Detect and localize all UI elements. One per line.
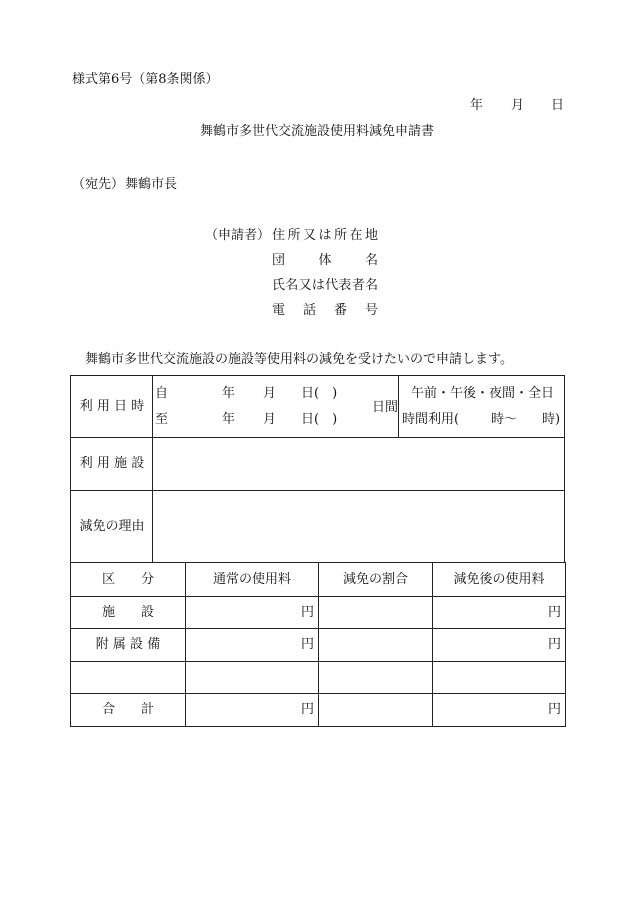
category-header: 区 分 [71, 563, 186, 597]
end-year-label: 年 [222, 412, 236, 427]
reduction-rate-cell [319, 597, 433, 629]
reduced-fee-cell: 円 [433, 629, 566, 662]
row-item-label [71, 662, 186, 694]
days-unit-label: 日間 [372, 400, 399, 415]
usage-facility-label: 利 用 施 設 [79, 456, 145, 471]
document-title: 舞鶴市多世代交流施設使用料減免申請書 [200, 124, 435, 139]
reduced-fee-cell: 円 [433, 597, 566, 629]
total-normal-fee-cell: 円 [186, 694, 319, 727]
table-row [71, 597, 566, 629]
normal-fee-cell: 円 [186, 597, 319, 629]
total-reduction-rate-cell [319, 694, 433, 727]
hourly-to-unit: 時) [542, 412, 561, 427]
addressee-name: 舞鶴市長 [125, 177, 178, 192]
total-label: 合 計 [71, 694, 186, 727]
table-row-total [71, 694, 566, 727]
end-prefix: 至 [155, 412, 169, 427]
applicant-label: （申請者） [205, 228, 271, 243]
application-statement: 舞鶴市多世代交流施設の施設等使用料の減免を受けたいので申請します。 [85, 352, 513, 367]
reduction-rate-header: 減免の割合 [319, 563, 433, 597]
table-row [71, 629, 566, 662]
addressee-label: （宛先） [72, 177, 125, 192]
start-month-label: 月 [263, 386, 277, 401]
fee-table [70, 562, 566, 727]
usage-date-time-divider [398, 376, 399, 438]
applicant-address-label: 住所又は所在地 [272, 228, 378, 243]
form-number: 様式第6号（第8条関係） [72, 72, 219, 87]
time-slots-label: 午前・午後・夜間・全日 [411, 386, 555, 401]
fee-table-header-row [71, 563, 566, 597]
row-item-label: 施 設 [71, 597, 186, 629]
reduction-reason-label: 減免の理由 [79, 519, 145, 534]
normal-fee-header: 通常の使用料 [186, 563, 319, 597]
reduction-rate-cell [319, 662, 433, 694]
normal-fee-cell: 円 [186, 629, 319, 662]
end-day-label: 日 [301, 412, 315, 427]
usage-table-row-divider [71, 437, 564, 438]
end-month-label: 月 [263, 412, 277, 427]
reduction-rate-cell [319, 629, 433, 662]
start-prefix: 自 [155, 386, 169, 401]
row-item-label: 附 属 設 備 [71, 629, 186, 662]
start-year-label: 年 [222, 386, 236, 401]
end-weekday-field: ( ) [314, 412, 338, 427]
usage-table-row-divider [71, 490, 564, 491]
date-month-label: 月 [511, 98, 525, 113]
start-day-label: 日 [301, 386, 315, 401]
applicant-phone-label: 電 話 番 号 [272, 303, 378, 318]
total-reduced-fee-cell: 円 [433, 694, 566, 727]
hourly-use-label: 時間利用( [402, 412, 460, 427]
start-weekday-field: ( ) [314, 386, 338, 401]
reduced-fee-header: 減免後の使用料 [433, 563, 566, 597]
usage-table [70, 375, 565, 563]
date-day-label: 日 [551, 98, 565, 113]
applicant-name-label: 氏名又は代表者名 [272, 278, 378, 293]
table-row [71, 662, 566, 694]
usage-date-label: 利 用 日 時 [79, 399, 145, 414]
date-year-label: 年 [470, 98, 484, 113]
hourly-from-unit: 時～ [491, 412, 518, 427]
normal-fee-cell [186, 662, 319, 694]
applicant-organization-label: 団 体 名 [272, 253, 378, 268]
reduced-fee-cell [433, 662, 566, 694]
